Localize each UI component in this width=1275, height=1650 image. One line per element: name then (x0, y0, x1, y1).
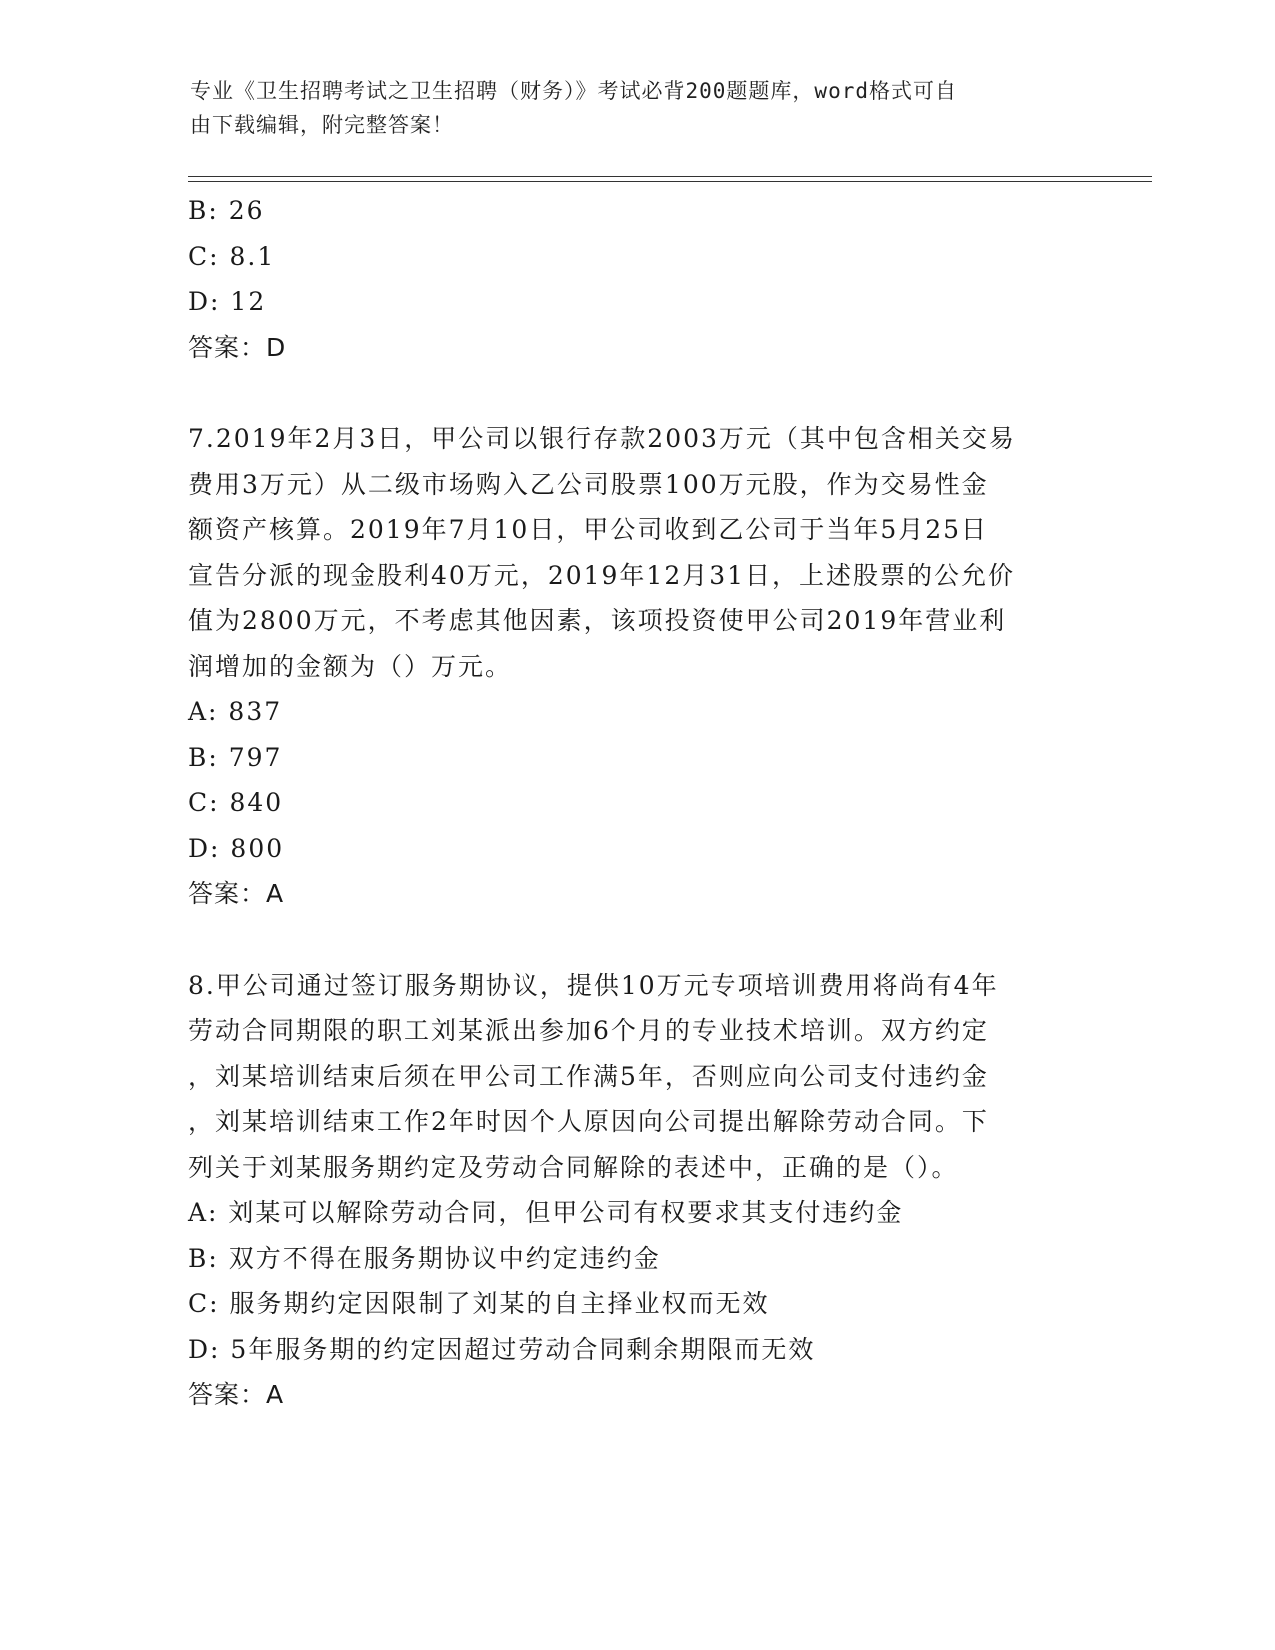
option-c: C: 840 (188, 788, 284, 817)
header-rule-bottom (188, 181, 1152, 182)
question-text-line: 7.2019年2月3日，甲公司以银行存款2003万元（其中包含相关交易 (188, 424, 1016, 453)
question-text-line: 宣告分派的现金股利40万元，2019年12月31日，上述股票的公允价 (188, 560, 1016, 590)
option-b: B: 797 (188, 742, 283, 772)
header-rule-top (188, 176, 1152, 177)
question-text-line: 润增加的金额为（）万元。 (188, 651, 513, 681)
option-b: B: 双方不得在服务期协议中约定违约金 (188, 1243, 661, 1273)
document-header (190, 74, 1070, 142)
question-8-block (188, 963, 1088, 1418)
question-text-line: 费用3万元）从二级市场购入乙公司股票100万元股，作为交易性金 (188, 469, 989, 499)
document-body (188, 188, 1088, 1418)
spacer (188, 370, 1088, 416)
question-text-line: ，刘某培训结束后须在甲公司工作满5年，否则应向公司支付违约金 (188, 1061, 989, 1091)
spacer (188, 917, 1088, 963)
header-line-2: 由下载编辑，附完整答案！ (190, 113, 454, 137)
question-text-line: 劳动合同期限的职工刘某派出参加6个月的专业技术培训。双方约定 (188, 1016, 989, 1045)
option-a: A: 刘某可以解除劳动合同，但甲公司有权要求其支付违约金 (188, 1198, 904, 1227)
question-7-block (188, 416, 1088, 917)
header-line-1: 专业《卫生招聘考试之卫生招聘（财务）》考试必背200题题库，word格式可自 (190, 79, 957, 103)
option-d: D: 12 (188, 287, 267, 316)
option-d: D: 800 (188, 833, 285, 863)
option-a: A: 837 (188, 697, 283, 726)
answer-line: 答案：D (188, 332, 287, 362)
option-b: B: 26 (188, 196, 265, 225)
option-c: C: 8.1 (188, 241, 276, 271)
answer-line: 答案：A (188, 1380, 285, 1409)
prev-question-block (188, 188, 1088, 370)
question-text-line: 值为2800万元，不考虑其他因素，该项投资使甲公司2019年营业利 (188, 606, 1007, 635)
option-c: C: 服务期约定因限制了刘某的自主择业权而无效 (188, 1289, 770, 1318)
question-text-line: 列关于刘某服务期约定及劳动合同解除的表述中，正确的是（）。 (188, 1152, 959, 1182)
question-text-line: 额资产核算。2019年7月10日，甲公司收到乙公司于当年5月25日 (188, 515, 989, 544)
question-text-line: 8.甲公司通过签订服务期协议，提供10万元专项培训费用将尚有4年 (188, 970, 999, 1000)
option-d: D: 5年服务期的约定因超过劳动合同剩余期限而无效 (188, 1334, 816, 1364)
question-text-line: ，刘某培训结束工作2年时因个人原因向公司提出解除劳动合同。下 (188, 1107, 989, 1136)
answer-line: 答案：A (188, 879, 285, 908)
